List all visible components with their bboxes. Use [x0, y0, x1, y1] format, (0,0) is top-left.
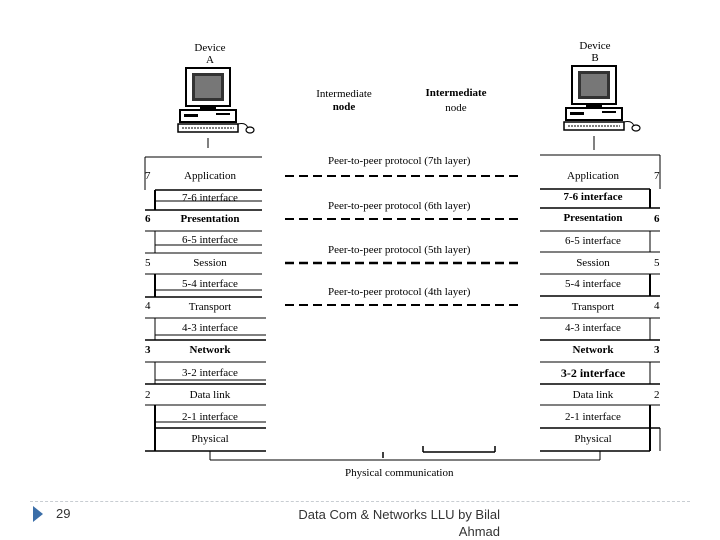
right-layer-number-5: 5	[654, 257, 660, 269]
right-layer-presentation: Presentation	[563, 212, 623, 224]
left-layer-network: Network	[189, 344, 231, 356]
right-layer-transport: Transport	[571, 301, 615, 313]
play-arrow-icon	[33, 506, 43, 522]
right-layer-application: Application	[567, 170, 619, 182]
left-interface-4-3: 4-3 interface	[182, 322, 238, 334]
right-interface-6-5: 6-5 interface	[565, 235, 621, 247]
device-b-title-line2: B	[591, 52, 599, 64]
footer-credit	[280, 506, 500, 540]
right-layer-number-4: 4	[654, 300, 660, 312]
footer-divider	[30, 501, 690, 502]
left-layer-physical: Physical	[191, 433, 229, 445]
footer-credit-text: Data Com & Networks LLU by Bilal Ahmad	[298, 507, 500, 539]
left-interface-2-1: 2-1 interface	[182, 411, 238, 423]
left-layer-number-6: 6	[145, 213, 151, 225]
right-layer-number-7: 7	[654, 170, 660, 182]
protocol-label-5: Peer-to-peer protocol (5th layer)	[328, 244, 471, 256]
left-layer-presentation: Presentation	[180, 213, 240, 225]
left-layer-application: Application	[184, 170, 236, 182]
left-interface-7-6: 7-6 interface	[182, 192, 238, 204]
page-number: 29	[56, 506, 71, 521]
right-layer-session: Session	[576, 257, 610, 269]
left-layer-session: Session	[193, 257, 227, 269]
right-layer-network: Network	[572, 344, 614, 356]
right-layer-data-link: Data link	[572, 389, 614, 401]
left-layer-number-7: 7	[145, 170, 151, 182]
device-a-title-line1: Device	[194, 42, 226, 54]
device-a-title-line2: A	[206, 54, 214, 66]
right-layer-physical: Physical	[574, 433, 612, 445]
right-layer-number-3: 3	[654, 344, 660, 356]
left-interface-5-4: 5-4 interface	[182, 278, 238, 290]
left-layer-number-4: 4	[145, 300, 151, 312]
left-layer-number-2: 2	[145, 389, 151, 401]
right-interface-5-4: 5-4 interface	[565, 278, 621, 290]
left-layer-data-link: Data link	[189, 389, 231, 401]
left-layer-number-5: 5	[145, 257, 151, 269]
intermediate-node-1-line2: node	[332, 101, 356, 113]
slide-footer	[0, 498, 720, 540]
physical-link	[210, 446, 600, 460]
right-interface-7-6: 7-6 interface	[563, 191, 623, 203]
left-layer-transport: Transport	[188, 301, 232, 313]
right-interface-2-1: 2-1 interface	[565, 411, 621, 423]
right-interface-4-3: 4-3 interface	[565, 322, 621, 334]
protocol-label-6: Peer-to-peer protocol (6th layer)	[328, 200, 471, 212]
right-layer-number-2: 2	[654, 389, 660, 401]
device-b-title-line1: Device	[579, 40, 611, 52]
physical-communication-label: Physical communication	[345, 467, 454, 479]
protocol-label-7: Peer-to-peer protocol (7th layer)	[328, 155, 471, 167]
right-interface-3-2: 3-2 interface	[560, 366, 626, 380]
protocol-label-4: Peer-to-peer protocol (4th layer)	[328, 286, 471, 298]
intermediate-node-1-line1: Intermediate	[316, 88, 372, 100]
left-layer-number-3: 3	[145, 344, 151, 356]
intermediate-node-2-line2: node	[445, 102, 467, 114]
intermediate-node-2-line1: Intermediate	[425, 87, 487, 99]
left-interface-6-5: 6-5 interface	[182, 234, 238, 246]
right-layer-number-6: 6	[654, 213, 660, 225]
left-interface-3-2: 3-2 interface	[182, 367, 238, 379]
